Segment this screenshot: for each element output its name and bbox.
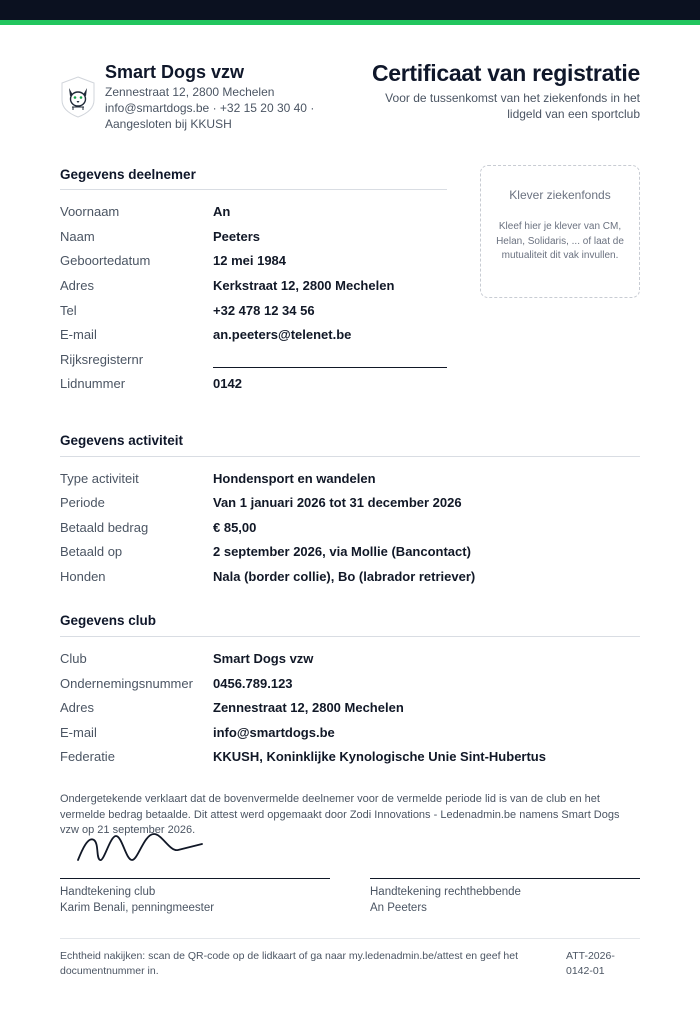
sticker-box-instructions: Kleef hier je klever van CM, Helan, Solidaris, ... of laat de mutualiteit dit vak invullen. [496, 221, 624, 261]
certificate-subtitle-line-2: lidgeld van een sportclub [507, 107, 640, 121]
activity-label-dogs: Honden [60, 569, 106, 584]
dog-logo-icon [60, 76, 96, 118]
club-value-name: Smart Dogs vzw [213, 651, 314, 666]
participant-section-divider [60, 189, 447, 190]
participant-value-phone: +32 478 12 34 56 [213, 303, 315, 318]
national-number-blank-line [213, 367, 447, 368]
activity-value-paid-on: 2 september 2026, via Mollie (Bancontact) [213, 544, 471, 559]
activity-section-divider [60, 456, 640, 457]
top-bar-accent [0, 20, 700, 25]
authenticity-check-text: Echtheid nakijken: scan de QR-code op de lidkaart of ga naar my.ledenadmin.be/attest en geef het documentnummer in. [60, 950, 519, 977]
activity-value-amount: € 85,00 [213, 520, 257, 535]
activity-value-type: Hondensport en wandelen [213, 471, 376, 486]
certificate-title: Certificaat van registratie [371, 60, 640, 86]
certificate-subtitle-line-1: Voor de tussenkomst van het ziekenfonds in het [385, 91, 640, 105]
club-affiliation: Aangesloten bij KKUSH [105, 117, 232, 131]
club-value-federation: KKUSH, Koninklijke Kynologische Unie Sint-Hubertus [213, 749, 546, 764]
declaration-text: Ondergetekende verklaart dat de bovenvermelde deelnemer voor de vermelde periode lid is van de club en het vermelde bedrag betaalde. Dit attest werd opgemaakt door Zodi Innovations - Ledenadmin.be namens Smart Dogs vzw op 21 september 2026. [60, 793, 620, 836]
club-value-email: info@smartdogs.be [213, 725, 335, 740]
club-signature [74, 830, 206, 866]
club-label-enterprise-number: Ondernemingsnummer [60, 676, 193, 691]
insurance-sticker-box [480, 165, 640, 298]
participant-label-email: E-mail [60, 327, 97, 342]
club-section-divider [60, 636, 640, 637]
participant-value-last-name: Peeters [213, 229, 260, 244]
activity-label-amount: Betaald bedrag [60, 520, 149, 535]
top-bar [0, 0, 700, 20]
participant-value-member-number: 0142 [213, 376, 242, 391]
club-address: Zennestraat 12, 2800 Mechelen [105, 85, 275, 99]
activity-value-period: Van 1 januari 2026 tot 31 december 2026 [213, 495, 462, 510]
activity-value-dogs: Nala (border collie), Bo (labrador retriever) [213, 569, 476, 584]
participant-label-birthdate: Geboortedatum [60, 253, 151, 268]
participant-label-phone: Tel [60, 303, 77, 318]
participant-label-address: Adres [60, 278, 94, 293]
club-signer-name: Karim Benali, penningmeester [60, 902, 215, 914]
club-label-address: Adres [60, 700, 94, 715]
club-signature-label: Handtekening club [60, 886, 156, 898]
club-signature-line [60, 878, 330, 879]
club-label-email: E-mail [60, 725, 97, 740]
club-value-enterprise-number: 0456.789.123 [213, 676, 293, 691]
holder-signature-label: Handtekening rechthebbende [370, 886, 521, 898]
activity-label-period: Periode [60, 495, 105, 510]
club-label-name: Club [60, 651, 87, 666]
club-name: Smart Dogs vzw [105, 62, 245, 82]
participant-value-first-name: An [213, 204, 231, 219]
club-value-address: Zennestraat 12, 2800 Mechelen [213, 700, 404, 715]
participant-value-address: Kerkstraat 12, 2800 Mechelen [213, 278, 395, 293]
participant-label-last-name: Naam [60, 229, 95, 244]
participant-value-email: an.peeters@telenet.be [213, 327, 352, 342]
activity-label-type: Type activiteit [60, 471, 139, 486]
holder-signer-name: An Peeters [370, 902, 427, 914]
participant-label-member-number: Lidnummer [60, 376, 126, 391]
club-section-title: Gegevens club [60, 613, 157, 628]
activity-section-title: Gegevens activiteit [60, 433, 184, 448]
holder-signature-line [370, 878, 640, 879]
club-label-federation: Federatie [60, 749, 115, 764]
participant-label-first-name: Voornaam [60, 204, 120, 219]
participant-section-title: Gegevens deelnemer [60, 167, 196, 182]
participant-value-birthdate: 12 mei 1984 [213, 253, 287, 268]
participant-label-national-number: Rijksregisternr [60, 352, 144, 367]
sticker-box-title: Klever ziekenfonds [509, 188, 611, 202]
club-contact: info@smartdogs.be · +32 15 20 30 40 · [105, 101, 315, 115]
activity-label-paid-on: Betaald op [60, 544, 123, 559]
footer-divider [60, 938, 640, 939]
document-number: ATT-2026-0142-01 [566, 950, 615, 977]
